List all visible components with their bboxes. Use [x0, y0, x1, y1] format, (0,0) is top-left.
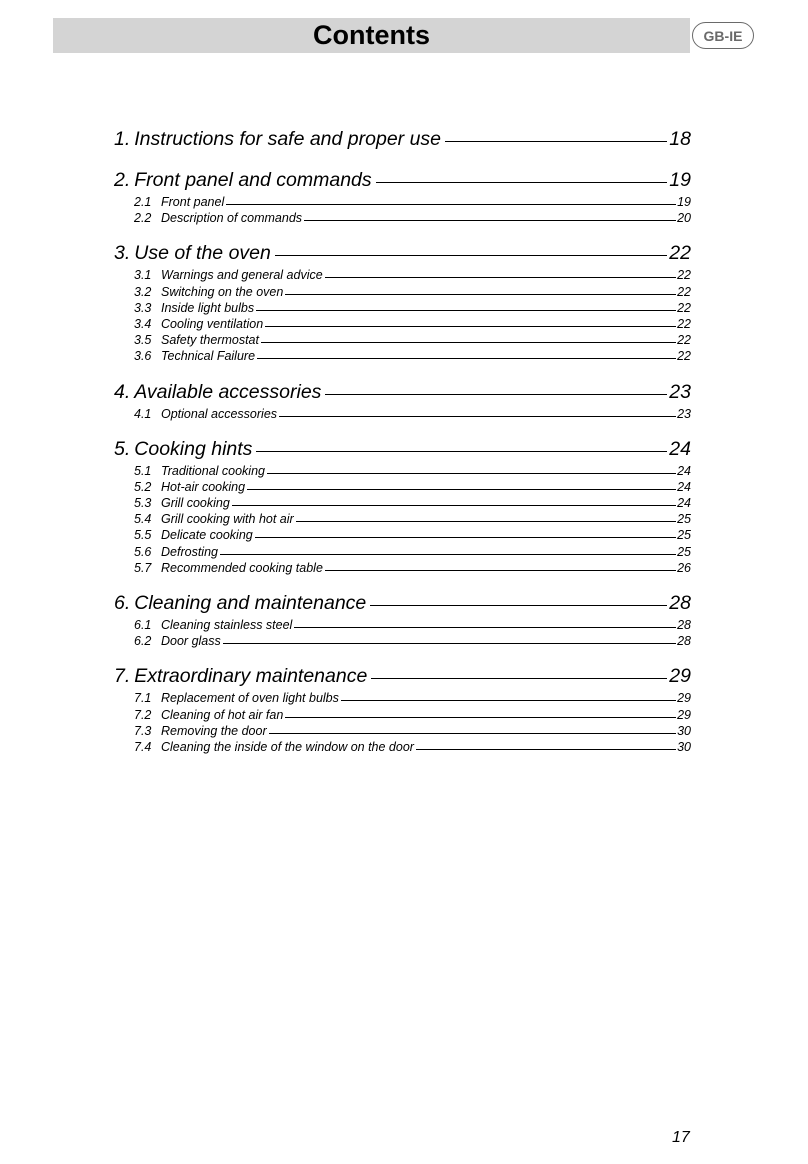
toc-chapter-row[interactable] [114, 126, 691, 153]
dot-leader [376, 182, 668, 183]
entry-number: 3.6 [134, 349, 152, 364]
toc-entry-row[interactable] [114, 707, 691, 723]
toc-entry-row[interactable] [114, 284, 691, 300]
toc-section [114, 126, 691, 153]
dot-leader [265, 326, 676, 327]
toc-entry-row[interactable] [114, 544, 691, 560]
dot-leader [256, 310, 676, 311]
dot-leader [341, 700, 676, 701]
toc-entry-row[interactable] [114, 348, 691, 364]
entry-number: 3.2 [134, 284, 152, 299]
chapter-page: 24 [669, 437, 691, 460]
entry-number: 5.7 [134, 560, 152, 575]
entry-page: 24 [677, 496, 691, 511]
toc-entry-row[interactable] [114, 617, 691, 633]
entry-page: 22 [677, 333, 691, 348]
dot-leader [269, 733, 676, 734]
entry-number: 3.3 [134, 300, 152, 315]
chapter-title: Instructions for safe and proper use [134, 128, 442, 150]
toc-entry-row[interactable] [114, 479, 691, 495]
toc-chapter-row[interactable] [114, 663, 691, 690]
chapter-number: 1. [114, 128, 131, 150]
toc-entry-row[interactable] [114, 267, 691, 283]
entry-title: Optional accessories [161, 406, 278, 421]
dot-leader [325, 570, 676, 571]
chapter-page: 29 [669, 665, 691, 688]
entry-number: 6.1 [134, 618, 152, 632]
toc-entry-row[interactable] [114, 495, 691, 511]
dot-leader [220, 554, 676, 555]
dot-leader [275, 255, 667, 256]
toc-entry-row[interactable] [114, 406, 691, 422]
entry-page: 22 [677, 349, 691, 364]
toc-section [114, 167, 691, 226]
entry-page: 30 [677, 723, 691, 738]
chapter-number: 4. [114, 380, 131, 403]
chapter-page: 18 [669, 128, 691, 150]
dot-leader [247, 489, 676, 490]
toc-entry-row[interactable] [114, 300, 691, 316]
toc-entry-row[interactable] [114, 723, 691, 739]
entry-page: 28 [677, 634, 691, 649]
toc-chapter-row[interactable] [114, 167, 691, 194]
chapter-page: 28 [669, 592, 691, 614]
entry-page: 26 [677, 560, 691, 575]
page-title: Contents [313, 20, 430, 50]
entry-page: 22 [677, 300, 691, 315]
entry-number: 5.6 [134, 544, 152, 559]
entry-page: 22 [677, 316, 691, 331]
chapter-page: 23 [669, 380, 691, 403]
entry-title: Door glass [161, 634, 221, 649]
entry-page: 29 [677, 691, 691, 706]
toc-entry-row[interactable] [114, 690, 691, 706]
entry-page: 25 [677, 512, 691, 527]
dot-leader [445, 141, 667, 142]
toc-chapter-row[interactable] [114, 436, 691, 463]
language-badge: GB-IE [692, 22, 754, 49]
entry-page: 28 [677, 618, 691, 632]
toc-entry-row[interactable] [114, 560, 691, 576]
entry-title: Cleaning the inside of the window on the door [161, 739, 414, 754]
entry-title: Removing the door [161, 723, 267, 738]
entry-number: 5.4 [134, 512, 152, 527]
chapter-number: 5. [114, 437, 131, 460]
entry-title: Recommended cooking table [161, 560, 323, 575]
toc-entry-row[interactable] [114, 194, 691, 210]
entry-page: 23 [677, 406, 691, 421]
toc-entry-row[interactable] [114, 210, 691, 226]
toc-entry-row[interactable] [114, 527, 691, 543]
entry-number: 7.2 [134, 707, 152, 722]
dot-leader [226, 204, 676, 205]
entry-title: Switching on the oven [161, 284, 284, 299]
toc-entry-row[interactable] [114, 633, 691, 649]
entry-page: 22 [677, 284, 691, 299]
dot-leader [294, 627, 676, 628]
entry-title: Defrosting [161, 544, 218, 559]
entry-page: 24 [677, 463, 691, 478]
chapter-number: 2. [114, 169, 131, 191]
entry-number: 6.2 [134, 634, 152, 649]
dot-leader [371, 678, 667, 679]
chapter-title: Cooking hints [134, 437, 253, 460]
entry-number: 5.5 [134, 528, 152, 543]
entry-title: Hot-air cooking [161, 479, 246, 494]
toc-entry-row[interactable] [114, 332, 691, 348]
header-bar [53, 18, 690, 53]
table-of-contents [114, 126, 691, 769]
entry-title: Inside light bulbs [161, 300, 255, 315]
entry-page: 22 [677, 268, 691, 283]
entry-number: 2.1 [134, 195, 152, 209]
dot-leader [255, 537, 676, 538]
chapter-page: 22 [669, 242, 691, 265]
chapter-title: Use of the oven [134, 242, 271, 265]
entry-page: 25 [677, 544, 691, 559]
dot-leader [285, 294, 676, 295]
entry-number: 5.1 [134, 463, 152, 478]
dot-leader [296, 521, 676, 522]
entry-title: Replacement of oven light bulbs [161, 691, 339, 706]
dot-leader [257, 358, 676, 359]
entry-number: 5.3 [134, 496, 152, 511]
dot-leader [370, 605, 667, 606]
dot-leader [267, 473, 676, 474]
entry-title: Cooling ventilation [161, 316, 264, 331]
toc-entry-row[interactable] [114, 316, 691, 332]
toc-chapter-row[interactable] [114, 240, 691, 267]
toc-section [114, 379, 691, 422]
dot-leader [325, 277, 676, 278]
dot-leader [223, 643, 676, 644]
entry-page: 19 [677, 195, 691, 209]
entry-title: Grill cooking with hot air [161, 512, 294, 527]
dot-leader [256, 451, 667, 452]
entry-number: 5.2 [134, 479, 152, 494]
entry-number: 3.1 [134, 268, 152, 283]
entry-title: Front panel [161, 195, 225, 209]
dot-leader [279, 416, 676, 417]
toc-entry-row[interactable] [114, 739, 691, 755]
dot-leader [416, 749, 676, 750]
toc-section [114, 436, 691, 576]
entry-number: 7.1 [134, 691, 152, 706]
entry-page: 25 [677, 528, 691, 543]
toc-section [114, 590, 691, 649]
toc-chapter-row[interactable] [114, 590, 691, 617]
toc-section [114, 663, 691, 755]
dot-leader [304, 220, 676, 221]
entry-title: Cleaning stainless steel [161, 618, 293, 632]
entry-number: 3.5 [134, 333, 152, 348]
entry-title: Description of commands [161, 211, 303, 226]
chapter-number: 7. [114, 665, 131, 688]
chapter-number: 3. [114, 242, 131, 265]
toc-entry-row[interactable] [114, 511, 691, 527]
entry-title: Cleaning of hot air fan [161, 707, 284, 722]
toc-entry-row[interactable] [114, 463, 691, 479]
toc-chapter-row[interactable] [114, 379, 691, 406]
entry-number: 3.4 [134, 316, 152, 331]
entry-title: Delicate cooking [161, 528, 253, 543]
chapter-title: Available accessories [134, 380, 322, 403]
chapter-title: Cleaning and maintenance [134, 592, 367, 614]
entry-title: Grill cooking [161, 496, 230, 511]
entry-number: 7.3 [134, 723, 152, 738]
entry-page: 29 [677, 707, 691, 722]
entry-title: Traditional cooking [161, 463, 265, 478]
entry-title: Safety thermostat [161, 333, 259, 348]
entry-title: Warnings and general advice [161, 268, 323, 283]
chapter-number: 6. [114, 592, 131, 614]
dot-leader [325, 394, 667, 395]
chapter-title: Front panel and commands [134, 169, 372, 191]
entry-page: 20 [677, 211, 691, 226]
entry-number: 7.4 [134, 739, 152, 754]
entry-page: 30 [677, 739, 691, 754]
chapter-title: Extraordinary maintenance [134, 665, 368, 688]
page-number: 17 [672, 1129, 690, 1146]
entry-title: Technical Failure [161, 349, 256, 364]
entry-number: 4.1 [134, 406, 152, 421]
chapter-page: 19 [669, 169, 691, 191]
entry-number: 2.2 [134, 211, 152, 226]
entry-page: 24 [677, 479, 691, 494]
dot-leader [232, 505, 676, 506]
dot-leader [285, 717, 676, 718]
dot-leader [261, 342, 676, 343]
toc-section [114, 240, 691, 364]
